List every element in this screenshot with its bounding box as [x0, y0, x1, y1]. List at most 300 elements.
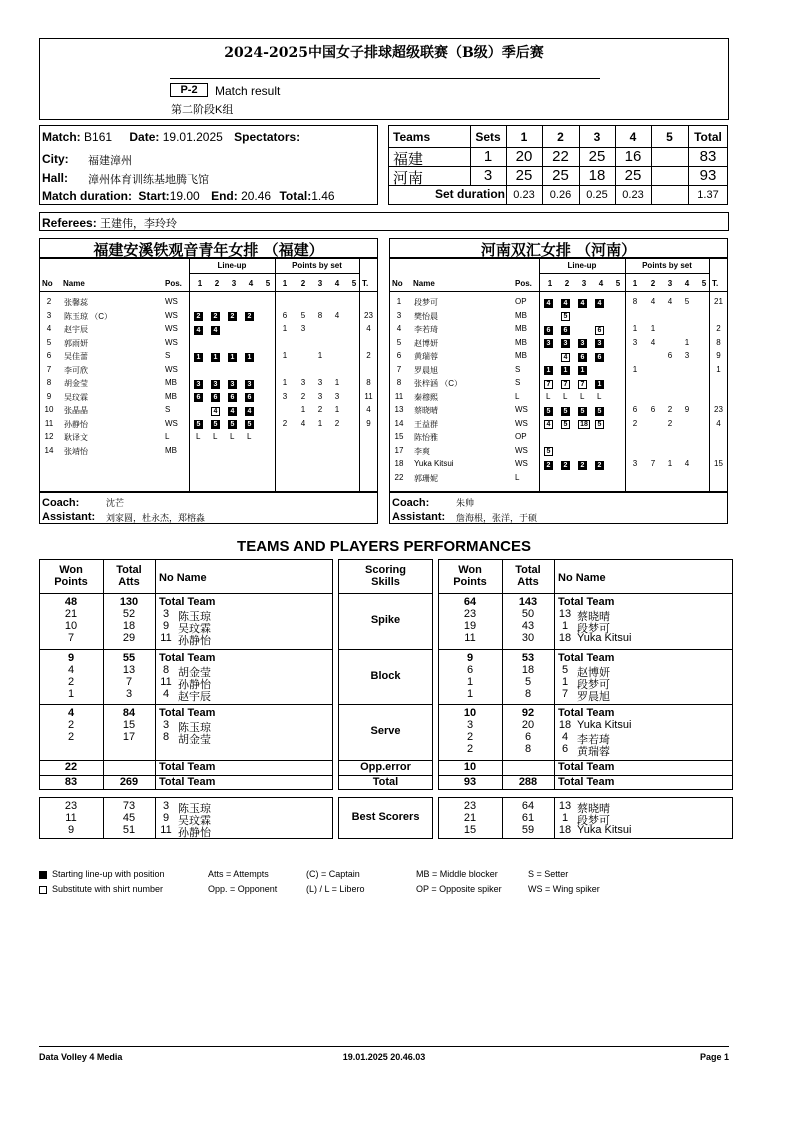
player-position: S: [515, 378, 521, 387]
start-label: Start:: [138, 189, 170, 203]
starting-position-square: 1: [245, 353, 254, 362]
player-name: 李可欣: [64, 365, 88, 375]
points-set-header: 3: [667, 279, 673, 288]
legend-mb: MB = Middle blocker: [416, 869, 498, 879]
player-position: MB: [165, 445, 177, 455]
points-set-header: 2: [300, 279, 306, 288]
points-by-set: 3: [632, 337, 638, 347]
lineup-set-header: 1: [547, 279, 553, 288]
legend-substitute: [39, 884, 163, 894]
roster-box: [389, 258, 728, 492]
score-s2: 25: [552, 167, 569, 184]
points-set-header: 4: [684, 279, 690, 288]
perf-row-line: [438, 593, 733, 594]
lineup-cell: [245, 352, 254, 363]
points-by-set: 1: [317, 351, 323, 360]
substitute-square: 6: [595, 326, 604, 335]
score-s1: 20: [515, 148, 533, 165]
total-atts: 20: [521, 719, 535, 731]
player-number: 3: [162, 800, 170, 812]
starting-position-square: 6: [228, 393, 237, 402]
libero-mark: L: [196, 432, 201, 441]
points-set-header: 1: [632, 279, 638, 288]
performances-title: TEAMS AND PLAYERS PERFORMANCES: [237, 538, 531, 555]
match-label: Match:: [42, 130, 81, 144]
player-position: WS: [515, 459, 528, 468]
lineup-set-header: 4: [598, 279, 604, 288]
starting-position-square: 4: [194, 326, 203, 335]
report-code: P-2: [170, 83, 208, 97]
total-atts: 84: [122, 707, 136, 719]
player-number: 3: [162, 719, 170, 731]
starting-position-square: 4: [228, 407, 237, 416]
won-points-header-2: Points: [453, 576, 487, 588]
lineup-cell: [544, 325, 553, 336]
lineup-cell: [595, 339, 604, 350]
substitute-square: 7: [578, 380, 587, 389]
lineup-cell: [561, 460, 570, 471]
roster-col-line: [359, 258, 360, 492]
starting-position-square: 3: [211, 380, 220, 389]
player-number: 9: [162, 620, 170, 632]
points-by-set: 4: [684, 459, 690, 468]
player-number: 7: [46, 364, 52, 374]
lineup-cell: [245, 406, 254, 417]
points-by-set: 9: [684, 405, 690, 414]
best-scorers-label: Best Scorers: [351, 811, 420, 823]
player-position: OP: [515, 297, 527, 306]
lineup-cell: [228, 379, 237, 390]
player-name: 赵宇辰: [64, 325, 88, 334]
starting-position-square: 2: [578, 461, 587, 470]
player-number: 22: [394, 472, 404, 482]
referees-label: Referees:: [42, 216, 97, 230]
start-value: 19.00: [169, 189, 200, 203]
footer-left: Data Volley 4 Media: [39, 1052, 123, 1062]
player-total: 15: [714, 459, 723, 468]
total-atts: 15: [122, 719, 136, 731]
substitute-square: 4: [544, 420, 553, 429]
total-atts: 5: [524, 676, 532, 688]
total-atts: 92: [521, 707, 535, 719]
total-atts: 7: [125, 676, 133, 688]
legend-op: OP = Opposite spiker: [416, 884, 502, 894]
player-number: 14: [394, 418, 404, 428]
points-by-set: 2: [317, 405, 323, 414]
player-number: 1: [561, 812, 569, 824]
score-sets: 1: [483, 148, 493, 165]
lineup-header: Line-up: [217, 261, 247, 270]
player-name: 蔡晓晴: [577, 611, 610, 623]
pos-header: Pos.: [515, 279, 532, 288]
player-total: 4: [366, 324, 371, 333]
total-atts: 30: [521, 632, 535, 644]
player-name: 吴佳蕾: [64, 352, 88, 361]
player-position: WS: [165, 297, 178, 306]
score-s1: 25: [515, 167, 533, 184]
legend-starting-text: Starting line-up with position: [52, 869, 165, 879]
total-atts: 18: [122, 620, 136, 632]
lineup-cell: [595, 460, 604, 471]
points-set-header: 5: [351, 279, 357, 288]
filled-square-icon: [39, 871, 47, 879]
no-header: No: [392, 279, 403, 288]
lineup-set-header: 2: [214, 279, 220, 288]
score-s3: 25: [588, 148, 606, 165]
player-number: 11: [160, 676, 172, 688]
lineup-cell: [561, 379, 570, 390]
player-number: 3: [162, 608, 170, 620]
player-name: 孙静怡: [178, 635, 211, 647]
won-points: 15: [463, 824, 477, 836]
city-label: City:: [42, 152, 69, 166]
legend-ws: WS = Wing spiker: [528, 884, 600, 894]
total-atts: 53: [521, 652, 535, 664]
won-points: 11: [65, 812, 77, 824]
points-by-set: 3: [282, 391, 288, 401]
total-atts: 55: [122, 652, 136, 664]
won-points: 22: [64, 761, 78, 773]
player-name: Yuka Kitsui: [577, 824, 632, 836]
lineup-cell: [544, 366, 553, 377]
player-name: 孙静怡: [64, 419, 88, 429]
player-number: 4: [46, 324, 52, 333]
points-by-set: 1: [282, 351, 288, 360]
lineup-cell: [578, 339, 587, 350]
starting-position-square: 1: [595, 380, 604, 389]
player-number: 5: [46, 337, 52, 347]
end-label: End:: [211, 189, 238, 203]
points-by-set: 4: [667, 297, 673, 306]
player-name: 黄瑞蓉: [414, 352, 438, 361]
points-by-set: 2: [282, 418, 288, 428]
score-header-0: Teams: [393, 130, 431, 144]
score-s4: 16: [624, 148, 642, 165]
lineup-cell: [194, 352, 203, 363]
substitute-square: 7: [561, 380, 570, 389]
total-header: T.: [712, 279, 719, 288]
points-by-set: 4: [300, 418, 306, 428]
player-number: 18: [558, 719, 572, 731]
points-by-set: 1: [300, 405, 306, 414]
page-title: 2024-2025中国女子排球超级联赛（B级）季后赛: [224, 45, 544, 61]
starting-position-square: 1: [578, 366, 587, 375]
won-points: 3: [466, 719, 474, 731]
starting-position-square: 1: [194, 353, 203, 362]
starting-position-square: 6: [211, 393, 220, 402]
match-line: [42, 130, 300, 144]
points-by-set: 3: [300, 324, 306, 333]
starting-position-square: 6: [578, 353, 587, 362]
score-header-6: 5: [666, 130, 673, 144]
duration-line: [42, 189, 335, 203]
hall-label: Hall:: [42, 171, 69, 185]
substitute-square: 7: [544, 380, 553, 389]
substitute-square: 5: [544, 447, 553, 456]
perf-row-line: [39, 704, 333, 705]
starting-position-square: 4: [595, 299, 604, 308]
won-points: 2: [67, 676, 75, 688]
starting-position-square: 4: [245, 407, 254, 416]
total-atts: 61: [521, 812, 535, 824]
player-number: 4: [561, 731, 569, 743]
score-sets: 3: [483, 167, 493, 184]
player-position: MB: [165, 378, 177, 387]
libero-mark: L: [580, 391, 585, 401]
total-atts: 8: [524, 688, 532, 700]
no-header: No: [42, 279, 53, 288]
player-name: 胡金莹: [178, 667, 211, 679]
player-number: 17: [394, 445, 404, 455]
lineup-cell: [194, 325, 203, 336]
lineup-cell: [228, 352, 237, 363]
points-by-set: 5: [300, 310, 306, 320]
player-position: MB: [515, 324, 527, 333]
lineup-cell: [578, 366, 587, 377]
points-by-set: 2: [300, 391, 306, 401]
lineup-cell: [194, 312, 203, 323]
won-points: 2: [67, 731, 75, 743]
lineup-set-header: 4: [248, 279, 254, 288]
substitute-square: 5: [595, 420, 604, 429]
assistant-label: Assistant:: [392, 511, 446, 523]
player-number: 4: [396, 324, 402, 333]
assistant-names: 刘家圆，杜永杰，郑榕淼: [106, 513, 206, 523]
points-by-set: 5: [684, 297, 690, 306]
player-position: S: [165, 351, 171, 360]
won-points: 1: [67, 688, 75, 700]
player-name: Total Team: [159, 776, 216, 788]
player-position: WS: [165, 418, 178, 428]
legend-atts: Atts = Attempts: [208, 869, 269, 879]
player-total: 23: [714, 405, 723, 414]
libero-mark: L: [230, 432, 235, 441]
starting-position-square: 4: [211, 326, 220, 335]
starting-position-square: 6: [561, 326, 570, 335]
starting-position-square: 4: [578, 299, 587, 308]
player-number: 11: [44, 418, 54, 428]
won-points: 11: [464, 632, 476, 644]
lineup-cell: [211, 379, 220, 390]
starting-position-square: 6: [595, 353, 604, 362]
player-position: L: [515, 391, 520, 401]
player-number: 7: [396, 364, 402, 374]
total-atts-header-1: Total: [116, 564, 142, 576]
score-s2: 22: [552, 148, 569, 165]
player-total: 8: [716, 337, 721, 347]
player-number: 8: [46, 378, 52, 387]
points-by-set: 7: [650, 459, 656, 468]
player-name: Total Team: [159, 596, 216, 608]
lineup-cell: [544, 406, 553, 417]
player-name: 李爽: [414, 446, 430, 456]
perf-row-line: [338, 649, 433, 650]
lineup-cell: [578, 406, 587, 417]
total-atts: 52: [122, 608, 136, 620]
points-by-set: 8: [317, 310, 323, 320]
player-name: 李若琦: [577, 734, 610, 746]
libero-mark: L: [247, 432, 252, 441]
set-duration-total: 1.37: [697, 189, 719, 201]
player-position: MB: [515, 351, 527, 360]
lineup-cell: [544, 447, 553, 458]
won-points: 83: [64, 776, 78, 788]
starting-position-square: 5: [544, 407, 553, 416]
points-by-set: 1: [632, 364, 638, 374]
lineup-cell: [245, 312, 254, 323]
roster-col-line: [625, 258, 626, 492]
points-by-set: 6: [282, 310, 288, 320]
total-atts: 143: [518, 596, 538, 608]
player-number: 9: [162, 812, 170, 824]
roster-header-line: [39, 291, 378, 292]
lineup-cell: [578, 460, 587, 471]
player-position: MB: [165, 391, 177, 401]
player-number: 14: [44, 445, 54, 455]
starting-position-square: 1: [211, 353, 220, 362]
points-header: Points by set: [292, 261, 342, 270]
total-atts: 288: [518, 776, 538, 788]
points-by-set: 1: [684, 337, 690, 347]
player-number: 6: [561, 743, 569, 755]
lineup-cell: [561, 298, 570, 309]
lineup-cell: [211, 393, 220, 404]
player-number: 18: [394, 459, 404, 468]
score-header-1: Sets: [475, 130, 501, 144]
player-total: 23: [364, 310, 373, 320]
won-points: 4: [67, 664, 75, 676]
total-atts: 17: [122, 731, 136, 743]
lineup-cell: [228, 312, 237, 323]
lineup-cell: [544, 460, 553, 471]
player-name: Yuka Kitsui: [414, 459, 454, 468]
won-points-header-1: Won: [59, 564, 83, 576]
points-header: Points by set: [642, 261, 692, 270]
lineup-cell: [578, 379, 587, 390]
no-name-header: No Name: [159, 572, 207, 584]
scoring-skills-header-1: Scoring: [365, 564, 406, 576]
player-position: MB: [515, 310, 527, 320]
player-position: WS: [165, 324, 178, 333]
scoring-skills-header-2: Skills: [371, 576, 400, 588]
won-points: 4: [67, 707, 75, 719]
score-total: 83: [699, 148, 717, 165]
lineup-cell: [211, 352, 220, 363]
roster-sub-line: [189, 273, 359, 274]
team-name: 福建安溪铁观音青年女排 （福建）: [93, 241, 324, 259]
player-number: 9: [46, 391, 52, 401]
score-team: 河南: [393, 170, 424, 187]
legend-opp: Opp. = Opponent: [208, 884, 278, 894]
score-header-3: 2: [557, 130, 564, 144]
score-header-5: 4: [629, 130, 637, 144]
player-position: MB: [515, 337, 527, 347]
total-atts-header-1: Total: [515, 564, 541, 576]
starting-position-square: 2: [228, 312, 237, 321]
starting-position-square: 3: [578, 339, 587, 348]
score-header-4: 3: [593, 130, 601, 144]
player-name: 罗晨旭: [414, 365, 438, 375]
lineup-set-header: 3: [231, 279, 237, 288]
lineup-cell: [578, 420, 590, 431]
player-number: 10: [44, 405, 54, 414]
total-atts: 13: [122, 664, 136, 676]
lineup-set-header: 3: [581, 279, 587, 288]
player-number: 5: [396, 337, 402, 347]
player-name: 吴玟霖: [64, 392, 88, 402]
total-atts: 64: [521, 800, 535, 812]
player-name: 吴玟霖: [178, 815, 211, 827]
score-team: 福建: [393, 151, 424, 168]
duration-label: Match duration:: [42, 189, 132, 203]
won-points: 6: [466, 664, 474, 676]
starting-position-square: 5: [211, 420, 220, 429]
perf-row-line: [338, 704, 433, 705]
player-name: 吴玟霖: [178, 623, 211, 635]
substitute-square: 4: [561, 353, 570, 362]
player-name: 李若琦: [414, 325, 438, 334]
total-value: 1.46: [311, 189, 335, 203]
points-by-set: 4: [650, 337, 656, 347]
lineup-cell: [595, 352, 604, 363]
player-total: 8: [366, 378, 371, 387]
lineup-cell: [544, 298, 553, 309]
total-atts: 50: [521, 608, 535, 620]
player-number: 8: [396, 378, 402, 387]
points-by-set: 1: [334, 378, 340, 387]
player-total: 4: [716, 418, 721, 428]
player-number: 18: [558, 824, 572, 836]
points-by-set: 3: [334, 391, 340, 401]
player-name: 赵宇辰: [178, 691, 211, 703]
skill-block: Block: [370, 669, 401, 682]
player-number: 11: [160, 824, 172, 836]
player-name: 蔡晓晴: [577, 803, 610, 815]
starting-position-square: 1: [228, 353, 237, 362]
city-value: 福建漳州: [88, 155, 132, 167]
lineup-cell: [561, 352, 570, 363]
perf-row-line: [438, 649, 733, 650]
player-name: 胡金莹: [64, 379, 88, 388]
lineup-set-header: 5: [615, 279, 621, 288]
player-name: 孙静怡: [178, 679, 211, 691]
starting-position-square: 2: [595, 461, 604, 470]
coach-name: 朱帅: [456, 498, 475, 508]
lineup-cell: [578, 352, 587, 363]
points-by-set: 2: [334, 418, 340, 428]
player-number: 1: [396, 297, 402, 306]
player-position: WS: [165, 310, 178, 320]
points-set-header: 2: [650, 279, 656, 288]
lineup-cell: [561, 312, 570, 323]
player-name: 黄瑞蓉: [577, 746, 610, 758]
player-name: 段梦可: [577, 815, 610, 827]
legend-substitute-text: Substitute with shirt number: [52, 884, 164, 894]
substitute-square: 4: [211, 407, 220, 416]
won-points: 7: [67, 632, 75, 644]
lineup-cell: [595, 420, 604, 431]
player-number: 15: [394, 432, 404, 441]
total-atts-header-2: Atts: [118, 576, 140, 588]
won-points-header-1: Won: [458, 564, 482, 576]
legend-libero: (L) / L = Libero: [306, 884, 365, 894]
player-number: 3: [46, 310, 52, 320]
points-by-set: 2: [632, 418, 638, 428]
lineup-cell: [561, 420, 570, 431]
perf-row-line: [438, 704, 733, 705]
hall-value: 漳州体育训练基地腾飞馆: [88, 174, 209, 186]
points-set-header: 3: [317, 279, 323, 288]
